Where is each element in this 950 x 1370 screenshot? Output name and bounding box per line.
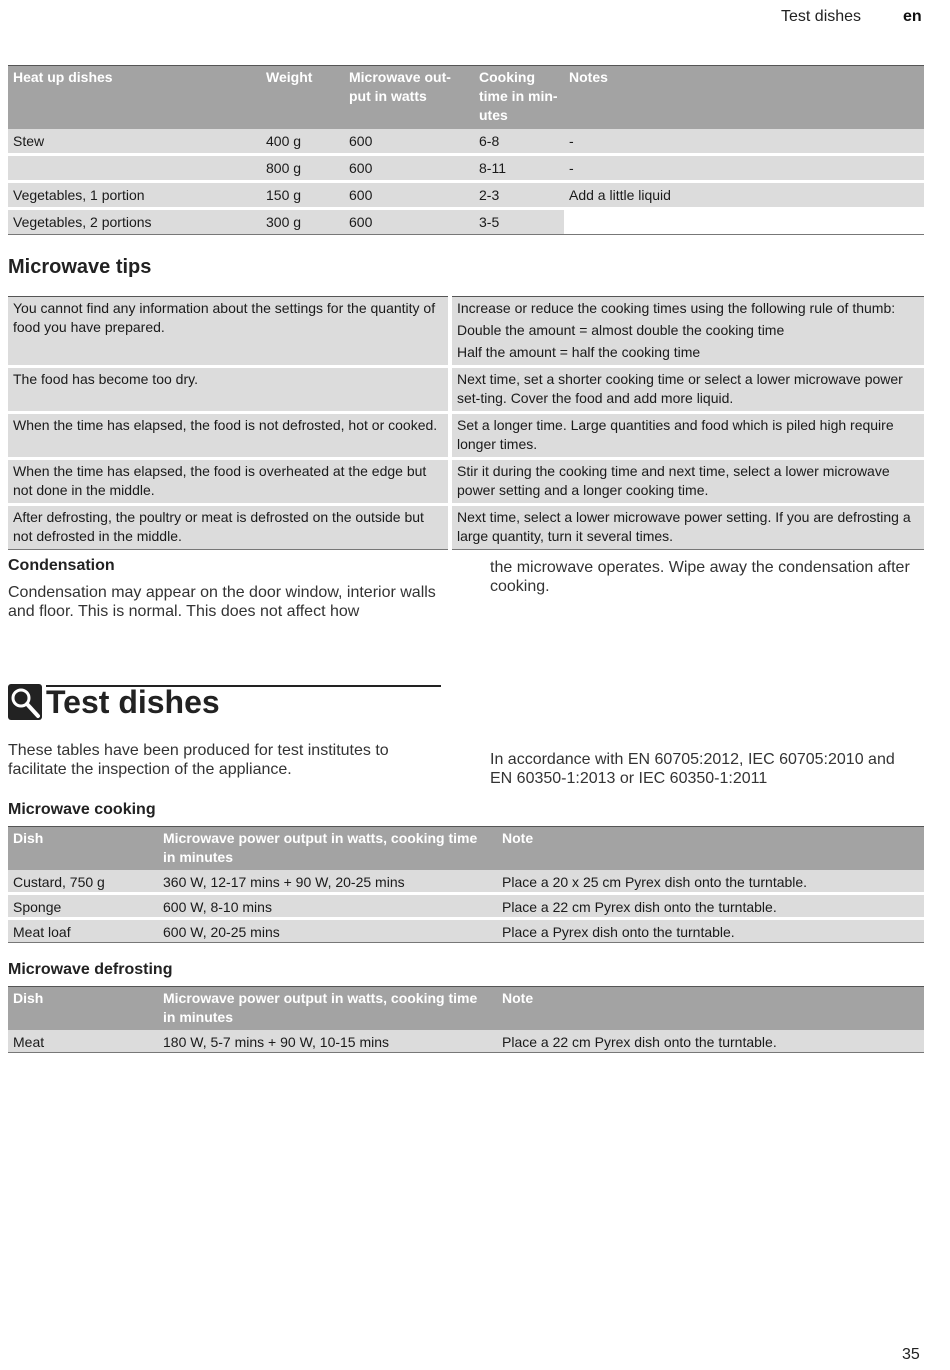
col-header: Cooking time in min-utes	[474, 66, 564, 130]
table-cell: 2-3	[474, 182, 564, 209]
tip-solution-line: Double the amount = almost double the cooking time	[457, 322, 785, 338]
table-cell: Place a 22 cm Pyrex dish onto the turntable.	[497, 1030, 924, 1053]
col-header: Weight	[261, 66, 344, 130]
table-cell: 600	[344, 129, 474, 155]
test-dishes-heading: Test dishes	[46, 684, 220, 720]
table-cell: 300 g	[261, 209, 344, 235]
microwave-defrosting-heading: Microwave defrosting	[8, 961, 173, 978]
table-cell: 600 W, 20-25 mins	[158, 919, 497, 943]
table-cell: Place a 22 cm Pyrex dish onto the turntable.	[497, 894, 924, 919]
table-cell: 360 W, 12-17 mins + 90 W, 20-25 mins	[158, 870, 497, 894]
table-cell	[8, 155, 261, 182]
table-row	[8, 129, 924, 155]
table-cell: Vegetables, 1 portion	[8, 182, 261, 209]
table-row	[8, 505, 924, 550]
table-row	[8, 894, 924, 919]
col-header: Dish	[8, 827, 158, 871]
table-cell: Vegetables, 2 portions	[8, 209, 261, 235]
tip-solution-line: Increase or reduce the cooking times using the following rule of thumb:	[457, 300, 896, 316]
table-cell: Stew	[8, 129, 261, 155]
test-dishes-icon	[8, 684, 42, 720]
table-cell: 400 g	[261, 129, 344, 155]
table-cell: 8-11	[474, 155, 564, 182]
tip-solution	[450, 297, 924, 367]
page-number: 35	[902, 1346, 920, 1363]
col-header: Heat up dishes	[8, 66, 261, 130]
table-header-row	[8, 987, 924, 1031]
col-header: Note	[497, 827, 924, 871]
tip-solution: Set a longer time. Large quantities and food which is piled high require longer times.	[450, 413, 924, 459]
table-row	[8, 155, 924, 182]
table-row	[8, 459, 924, 505]
test-dishes-standards: In accordance with EN 60705:2012, IEC 60705:2010 and EN 60350-1:2013 or IEC 60350-1:2011	[490, 751, 895, 787]
tip-solution-line: Half the amount = half the cooking time	[457, 344, 701, 360]
microwave-defrosting-table	[8, 986, 924, 1053]
magnifier-icon	[8, 684, 42, 720]
tip-solution: Next time, select a lower microwave power setting. If you are defrosting a large quantity, turn it several times.	[450, 505, 924, 550]
table-cell: 180 W, 5-7 mins + 90 W, 10-15 mins	[158, 1030, 497, 1053]
tip-solution: Stir it during the cooking time and next time, select a lower microwave power setting and a longer cooking time.	[450, 459, 924, 505]
table-cell: 150 g	[261, 182, 344, 209]
condensation-heading: Condensation	[8, 557, 115, 574]
table-cell: Meat loaf	[8, 919, 158, 943]
tips-table	[8, 296, 924, 550]
table-cell: Place a Pyrex dish onto the turntable.	[497, 919, 924, 943]
table-row	[8, 1030, 924, 1053]
table-row	[8, 209, 924, 235]
table-row	[8, 182, 924, 209]
table-header-row	[8, 827, 924, 871]
microwave-cooking-heading: Microwave cooking	[8, 801, 156, 818]
tip-solution: Next time, set a shorter cooking time or select a lower microwave power set-ting. Cover the food and add more liquid.	[450, 367, 924, 413]
col-header: Microwave out-put in watts	[344, 66, 474, 130]
condensation-text-left: Condensation may appear on the door window, interior walls and floor. This is normal. This does not affect how	[8, 584, 436, 620]
table-cell: 600	[344, 155, 474, 182]
running-header-section: Test dishes	[781, 8, 862, 25]
table-cell: Add a little liquid	[564, 182, 924, 209]
tip-problem: The food has become too dry.	[8, 367, 450, 413]
col-header: Microwave power output in watts, cooking time in minutes	[158, 987, 497, 1031]
tip-problem: After defrosting, the poultry or meat is defrosted on the outside but not defrosted in the middle.	[8, 505, 450, 550]
tip-problem: When the time has elapsed, the food is overheated at the edge but not done in the middle.	[8, 459, 450, 505]
tip-problem: You cannot find any information about the settings for the quantity of food you have prepared.	[8, 297, 450, 367]
table-cell: Meat	[8, 1030, 158, 1053]
running-header-lang: en	[903, 8, 922, 25]
table-row	[8, 367, 924, 413]
tips-heading: Microwave tips	[8, 256, 152, 278]
table-cell: 800 g	[261, 155, 344, 182]
table-cell: 600 W, 8-10 mins	[158, 894, 497, 919]
col-header: Dish	[8, 987, 158, 1031]
table-cell	[564, 209, 924, 235]
table-row	[8, 870, 924, 894]
table-row	[8, 413, 924, 459]
heat-up-header-row	[8, 66, 924, 130]
tip-problem: When the time has elapsed, the food is not defrosted, hot or cooked.	[8, 413, 450, 459]
table-cell: -	[564, 155, 924, 182]
table-cell: 6-8	[474, 129, 564, 155]
table-cell: Custard, 750 g	[8, 870, 158, 894]
table-cell: Place a 20 x 25 cm Pyrex dish onto the turntable.	[497, 870, 924, 894]
table-row	[8, 919, 924, 943]
test-dishes-intro: These tables have been produced for test institutes to facilitate the inspection of the appliance.	[8, 742, 389, 778]
table-cell: Sponge	[8, 894, 158, 919]
col-header: Notes	[564, 66, 924, 130]
table-cell: 600	[344, 182, 474, 209]
col-header: Note	[497, 987, 924, 1031]
heat-up-table	[8, 65, 924, 235]
table-cell: -	[564, 129, 924, 155]
table-cell: 3-5	[474, 209, 564, 235]
table-cell: 600	[344, 209, 474, 235]
microwave-cooking-table	[8, 826, 924, 943]
condensation-text-right: the microwave operates. Wipe away the condensation after cooking.	[490, 559, 910, 595]
col-header: Microwave power output in watts, cooking time in minutes	[158, 827, 497, 871]
table-row	[8, 297, 924, 367]
